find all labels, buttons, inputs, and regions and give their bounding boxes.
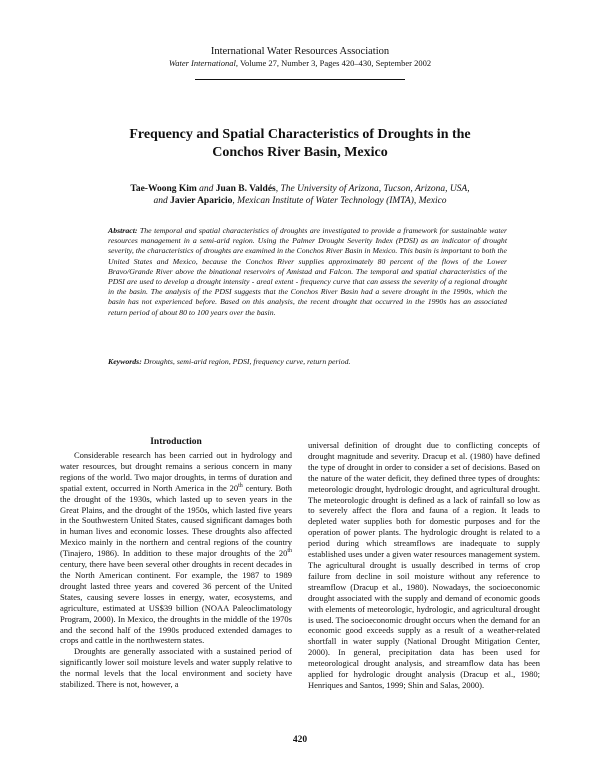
paragraph: universal definition of drought due to conflicting concepts of drought magnitude and severity. Dracup et al. (1980) have defined the type of drought in order to consider a set of decisions. Based on the nature of the water deficit, they defined three types of droughts: meteorologic drought, hydrologic drought, and agricultural drought. The meteorologic drought is defined as a lack of rainfall so low as to severely affect the flora and fauna of a region. It leads to depleted water supplies both for domestic purposes and for the operation of power plants. The hydrologic drought is related to a period during which streamflows are inadequate to supply established uses under a given water resources management system. The agricultural drought is usually described in terms of crop failure from decline in soil moisture without any reference to streamflow (Dracup et al., 1980). Nowadays, the socioeconomic drought associated with the supply and demand of economic goods with elements of meteorologic, hydrologic, and agricultural drought is used. The socioeconomic drought occurs when the demand for an economic good exceeds supply as a result of a weather-related shortfall in water supply (National Drought Mitigation Center, 2000). In general, precipitation data has been used for meteorological drought analysis, and streamflow data has been applied for hydrologic drought analysis (Dracup et al., 1980; Henriques and Santos, 1999; Shin and Salas, 2000). [308,440,540,690]
citation-details: , Volume 27, Number 3, Pages 420–430, September 2002 [235,58,432,68]
journal-name: International Water Resources Association [210,46,390,57]
body-column-right [308,440,540,691]
superscript: th [287,548,292,555]
authors-line-1 [90,183,510,195]
author-1: Tae-Woong Kim [130,184,197,194]
author-3: Javier Aparicio [170,196,233,206]
author-2: Juan B. Valdés [215,184,276,194]
title-line-2: Conchos River Basin, Mexico [212,145,388,160]
abstract-label: Abstract: [108,226,138,235]
authors-line-2 [90,195,510,207]
paragraph-text: century, there have been several other droughts in recent decades in the North American continent. For example, the 1987 to 1989 drought lasted three years and covered 36 percent of the United States, causing severe losses in energy, water, ecosystems, and agriculture, estimated at US$39 billion (NOAA Paleoclimatology Program, 2000). In Mexico, the droughts in the middle of the 1970s and the second half of the 1990s produced extended damages to crops and cattle in the northwestern states. [60,559,292,646]
author-affiliation-2: , Mexican Institute of Water Technology (IMTA), Mexico [232,196,447,206]
paragraph-text: century. Both the drought of the 1930s, which lasted up to seven years in the Great Plains, and the drought of the 1950s, which lasted five years in the Southwestern United States, caused significant damages both in human lives and economic losses. These droughts also affected Mexico mainly in the northern and central regions of the country (Tinajero, 1986). In addition to these major droughts of the 20 [60,482,292,559]
abstract-text: The temporal and spatial characteristics of droughts are investigated to provide a framework for sustainable water resources management in a semi-arid region. Using the Palmer Drought Severity Index (PDSI) as an indicator of drought severity, the characteristics of droughts are examined in the Conchos River Basin in Mexico. This basin is important to both the United States and Mexico, because the Conchos River supplies approximately 80 percent of the flows of the Lower Bravo/Grande River above the binational reservoirs of Amistad and Falcon. The temporal and spatial characteristics of the PDSI are used to develop a drought intensity - areal extent - frequency curve that can assess the severity of a regional drought in the basin. The analysis of the PDSI suggests that the Conchos River Basin had a severe drought in the 1990s, which the basin has not experienced before. Based on this analysis, the recent drought that occurred in the 1990s has an associated return period of about 80 to 100 years over the basin. [108,226,507,317]
keywords-text: Droughts, semi-arid region, PDSI, frequency curve, return period. [141,357,351,366]
journal-title-italic: Water International [168,58,236,68]
article-title [90,126,510,162]
author-affiliation-1: , The University of Arizona, Tucson, Arizona, USA, [275,184,470,194]
superscript: th [238,482,243,489]
journal-header [0,45,600,69]
page-number: 420 [292,735,308,745]
keywords [108,357,507,367]
title-line-1: Frequency and Spatial Characteristics of Droughts in the [129,127,471,142]
author-block [90,183,510,207]
keywords-label: Keywords: [108,357,142,366]
author-conjunction-2: and [153,196,171,206]
paragraph: Droughts are generally associated with a sustained period of significantly lower soil moisture levels and water supply relative to the normal levels that the local environment and society have stabilized. There is not, however, a [60,646,292,690]
section-heading-introduction: Introduction [150,437,202,447]
body-column-left [60,450,292,690]
abstract [108,226,507,318]
author-conjunction: and [196,184,216,194]
header-rule [195,79,405,80]
paragraph [60,450,292,646]
citation-line [0,58,600,69]
paragraph-text: Considerable research has been carried out in hydrology and water resources, but drought remains a serious concern in many regions of the world. Two major droughts, in terms of duration and spatial extent, occurred in North America in the 20 [60,450,292,493]
